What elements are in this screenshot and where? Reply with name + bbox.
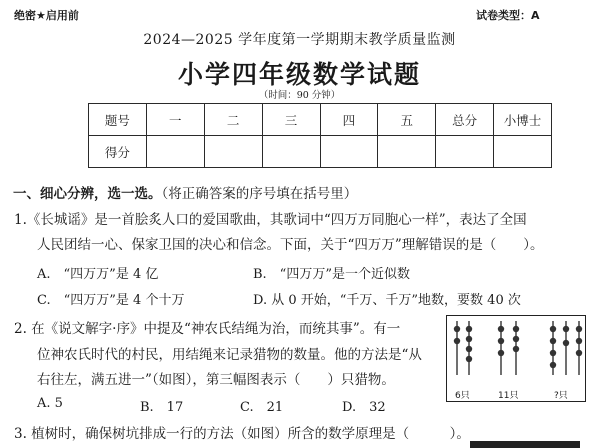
- knot-label-3: ?只: [554, 391, 568, 401]
- section-heading: [13, 182, 357, 202]
- knot-tying-figure: [446, 315, 586, 402]
- question-1-line-2: 人民团结一心、保家卫国的决心和信念。下面，关于“四万万”理解错误的是（ ）。: [37, 237, 544, 253]
- score-cell[interactable]: [378, 136, 436, 168]
- section-title: 一、细心分辨，选一选。: [13, 186, 162, 202]
- tree-planting-figure: [470, 441, 580, 448]
- score-cell[interactable]: [320, 136, 378, 168]
- score-cell[interactable]: [146, 136, 204, 168]
- score-header-cell: 一: [146, 104, 204, 136]
- q1-option-d: D. 从 0 开始，“千万、千万”地数，要数 40 次: [253, 293, 521, 308]
- question-2-line-3: 右往左，满五进一”（如图），第三幅图表示（ ）只猎物。: [37, 372, 395, 388]
- score-cell[interactable]: [262, 136, 320, 168]
- q2-option-d: D. 32: [342, 400, 386, 415]
- score-header-cell: 三: [262, 104, 320, 136]
- question-3-line-1: 3. 植树时，确保树坑排成一行的方法（如图）所含的数学原理是（ ）。: [14, 426, 470, 442]
- score-header-cell: 二: [204, 104, 262, 136]
- knot-label-1: 6只: [455, 391, 470, 401]
- score-header-cell: 题号: [89, 104, 147, 136]
- score-header-cell: 四: [320, 104, 378, 136]
- question-2-line-2: 位神农氏时代的村民，用结绳来记录猎物的数量。他的方法是“从: [37, 347, 422, 363]
- exam-title: 2024—2025 学年度第一学期期末教学质量监测: [143, 32, 456, 48]
- knot-label-2: 11只: [498, 391, 519, 401]
- score-table-header-row: [89, 104, 552, 136]
- score-header-cell: 总分: [436, 104, 494, 136]
- q2-option-b: B. 17: [140, 400, 184, 415]
- q1-option-c: C. “四万万”是 4 个十万: [37, 293, 185, 308]
- score-table-score-row: [89, 136, 552, 168]
- question-1-line-1: 1.《长城谣》是一首脍炙人口的爱国歌曲，其歌词中“四万万同胞心一样”，表达了全国: [14, 212, 527, 228]
- paper-type-label: 试卷类型：A: [476, 9, 540, 22]
- question-2-line-1: 2. 在《说文解字·序》中提及“神农氏结绳为治，而统其事”。有一: [14, 321, 401, 337]
- score-row-label: 得分: [89, 136, 147, 168]
- q2-option-a: A. 5: [37, 396, 63, 411]
- q1-option-b: B. “四万万”是一个近似数: [253, 267, 410, 282]
- score-table: [88, 103, 552, 168]
- q2-option-c: C. 21: [240, 400, 284, 415]
- page-title: 小学四年级数学试题: [177, 60, 421, 89]
- score-cell[interactable]: [436, 136, 494, 168]
- time-note: （时间：90 分钟）: [258, 90, 341, 101]
- secret-label: 绝密★启用前: [14, 9, 79, 22]
- score-cell[interactable]: [494, 136, 552, 168]
- score-header-cell: 小博士: [494, 104, 552, 136]
- section-instruction: （将正确答案的序号填在括号里）: [161, 186, 358, 202]
- score-cell[interactable]: [204, 136, 262, 168]
- q1-option-a: A. “四万万”是 4 亿: [37, 267, 159, 282]
- score-header-cell: 五: [378, 104, 436, 136]
